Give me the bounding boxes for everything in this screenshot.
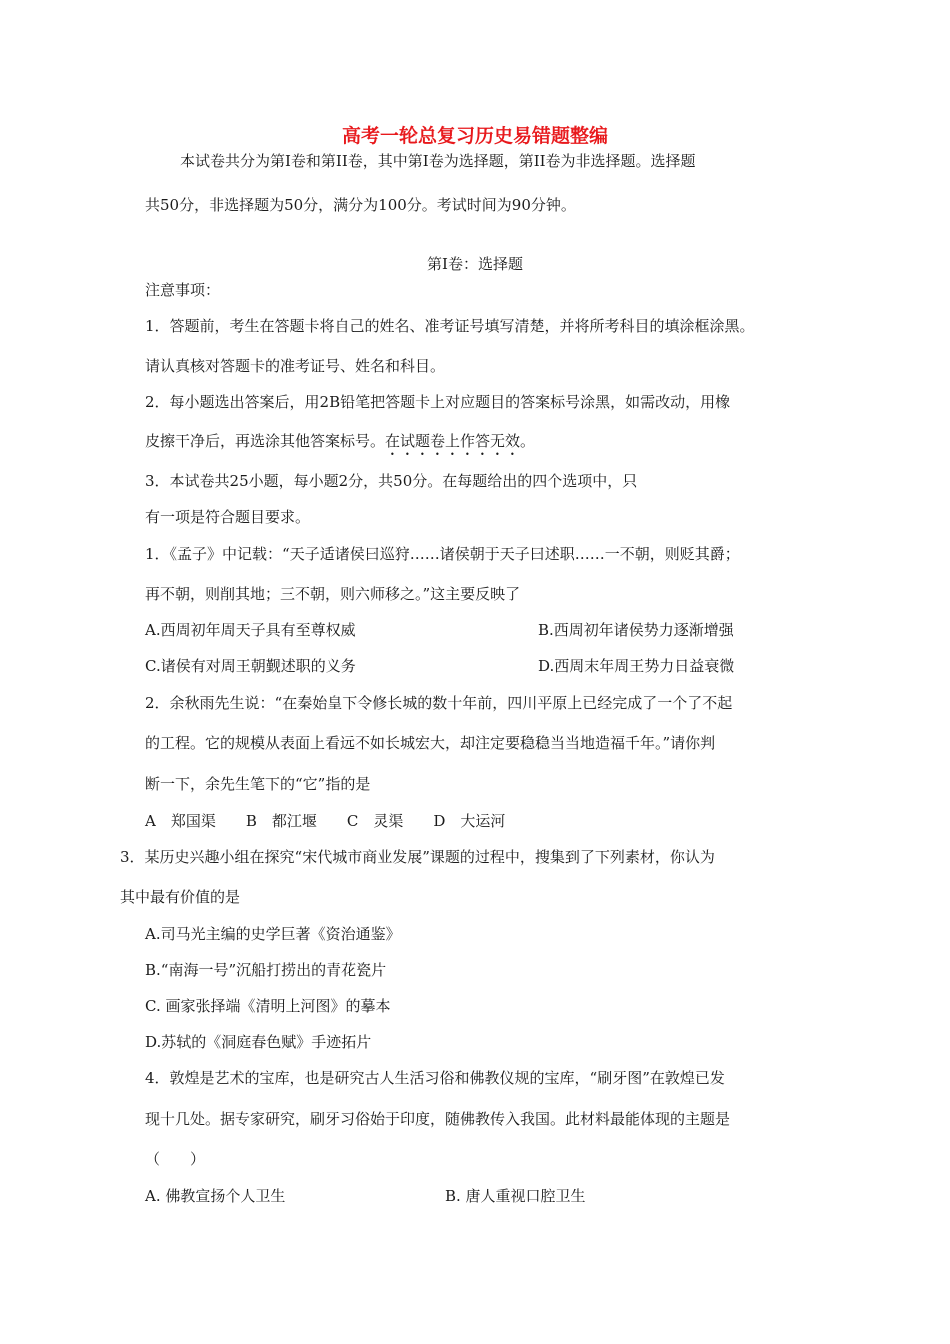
question-2-line-3: 断一下，余先生笔下的“它”指的是: [145, 775, 371, 793]
question-4-option-b: B. 唐人重视口腔卫生: [445, 1187, 586, 1205]
notice-2-line-2-end: 。: [520, 432, 536, 450]
question-3-line-1: 3．某历史兴趣小组在探究“宋代城市商业发展”课题的过程中，搜集到了下列素材，你认为: [120, 848, 715, 866]
question-2-line-2: 的工程。它的规模从表面上看远不如长城宏大，却注定要稳稳当当地造福千年。”请你判: [145, 734, 716, 752]
question-3-line-2: 其中最有价值的是: [120, 888, 241, 906]
notice-1-line-1: 1．答题前，考生在答题卡将自己的姓名、准考证号填写清楚，并将所考科目的填涂框涂黑。: [145, 317, 755, 335]
question-1-option-c: C.诸侯有对周王朝觐述职的义务: [145, 657, 356, 675]
question-2-line-1: 2．余秋雨先生说：“在秦始皇下令修长城的数十年前，四川平原上已经完成了一个了不起: [145, 694, 733, 712]
question-4-line-2: 现十几处。据专家研究，刷牙习俗始于印度，随佛教传入我国。此材料最能体现的主题是: [145, 1110, 731, 1128]
notice-2-line-2: [145, 431, 535, 459]
notice-3-line-2: 有一项是符合题目要求。: [145, 508, 311, 526]
question-1-line-2: 再不朝，则削其地；三不朝，则六师移之。”这主要反映了: [145, 585, 521, 603]
intro-line-1: 本试卷共分为第I卷和第II卷，其中第I卷为选择题，第II卷为非选择题。选择题: [180, 152, 696, 170]
question-2-options: A 郑国渠 B 都江堰 C 灵渠 D 大运河: [145, 812, 506, 830]
notice-3-line-1: 3．本试卷共25小题，每小题2分，共50分。在每题给出的四个选项中，只: [145, 472, 638, 490]
document-title: 高考一轮总复习历史易错题整编: [341, 125, 608, 147]
question-4-line-1: 4．敦煌是艺术的宝库，也是研究古人生活习俗和佛教仪规的宝库，“刷牙图”在敦煌已发: [145, 1069, 725, 1087]
notice-2-line-2-text: 皮擦干净后，再选涂其他答案标号。: [145, 432, 386, 450]
notice-1-line-2: 请认真核对答题卡的准考证号、姓名和科目。: [145, 357, 446, 375]
question-4-line-3: （ ）: [145, 1150, 206, 1168]
question-1-line-1: 1．《孟子》中记载：“天子适诸侯曰巡狩……诸侯朝于天子曰述职……一不朝，则贬其爵；: [145, 545, 740, 563]
notice-heading: 注意事项：: [145, 281, 221, 299]
emphasized-text: 在试题卷上作答无效: [385, 432, 521, 450]
question-3-option-d: D.苏轼的《洞庭春色赋》手迹拓片: [145, 1033, 372, 1051]
question-4-option-a: A. 佛教宣扬个人卫生: [145, 1187, 286, 1205]
question-3-option-a: A.司马光主编的史学巨著《资治通鉴》: [145, 925, 401, 943]
question-1-option-b: B.西周初年诸侯势力逐渐增强: [538, 621, 734, 639]
question-1-option-a: A.西周初年周天子具有至尊权威: [145, 621, 356, 639]
question-3-option-b: B.“南海一号”沉船打捞出的青花瓷片: [145, 961, 387, 979]
notice-2-line-1: 2．每小题选出答案后，用2B铅笔把答题卡上对应题目的答案标号涂黑，如需改动，用橡: [145, 393, 731, 411]
section-title: 第I卷：选择题: [427, 255, 523, 273]
intro-line-2: 共50分，非选择题为50分，满分为100分。考试时间为90分钟。: [145, 196, 576, 214]
question-1-option-d: D.西周末年周王势力日益衰微: [538, 657, 735, 675]
question-3-option-c: C. 画家张择端《清明上河图》的摹本: [145, 997, 391, 1015]
